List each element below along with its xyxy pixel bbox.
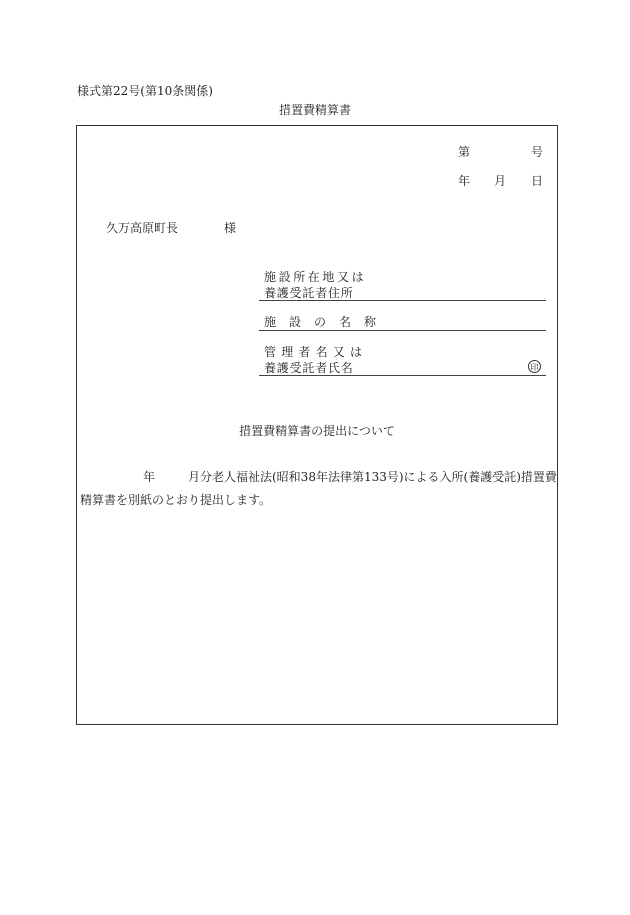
number-suffix: 号 — [531, 145, 544, 159]
address-label-line2: 養護受託者住所 — [264, 286, 354, 300]
manager-label-line1: 管理者名又は — [264, 345, 368, 359]
number-prefix: 第 — [458, 145, 471, 159]
date-day-label: 日 — [531, 174, 544, 188]
address-underline — [259, 300, 546, 301]
form-number-label: 様式第22号(第10条関係) — [77, 84, 213, 98]
manager-underline — [259, 375, 546, 376]
subject-heading: 措置費精算書の提出について — [239, 424, 395, 438]
date-year-label: 年 — [458, 174, 471, 188]
manager-label-line2: 養護受託者氏名 — [264, 361, 354, 375]
facility-underline — [259, 330, 546, 331]
document-title: 措置費精算書 — [278, 103, 351, 117]
body-year-label: 年 — [143, 470, 156, 484]
facility-name-label: 施設の名称 — [264, 315, 390, 329]
addressee-honorific: 様 — [224, 221, 237, 235]
date-month-label: 月 — [494, 174, 507, 188]
address-label-line1: 施設所在地又は — [264, 270, 367, 284]
body-paragraph-line2: 精算書を別紙のとおり提出します。 — [80, 493, 272, 507]
addressee-name: 久万高原町長 — [106, 221, 179, 235]
seal-mark: 印 — [528, 360, 541, 373]
body-paragraph-line1: 月分老人福祉法(昭和38年法律第133号)による入所(養護受託)措置費 — [188, 470, 557, 484]
